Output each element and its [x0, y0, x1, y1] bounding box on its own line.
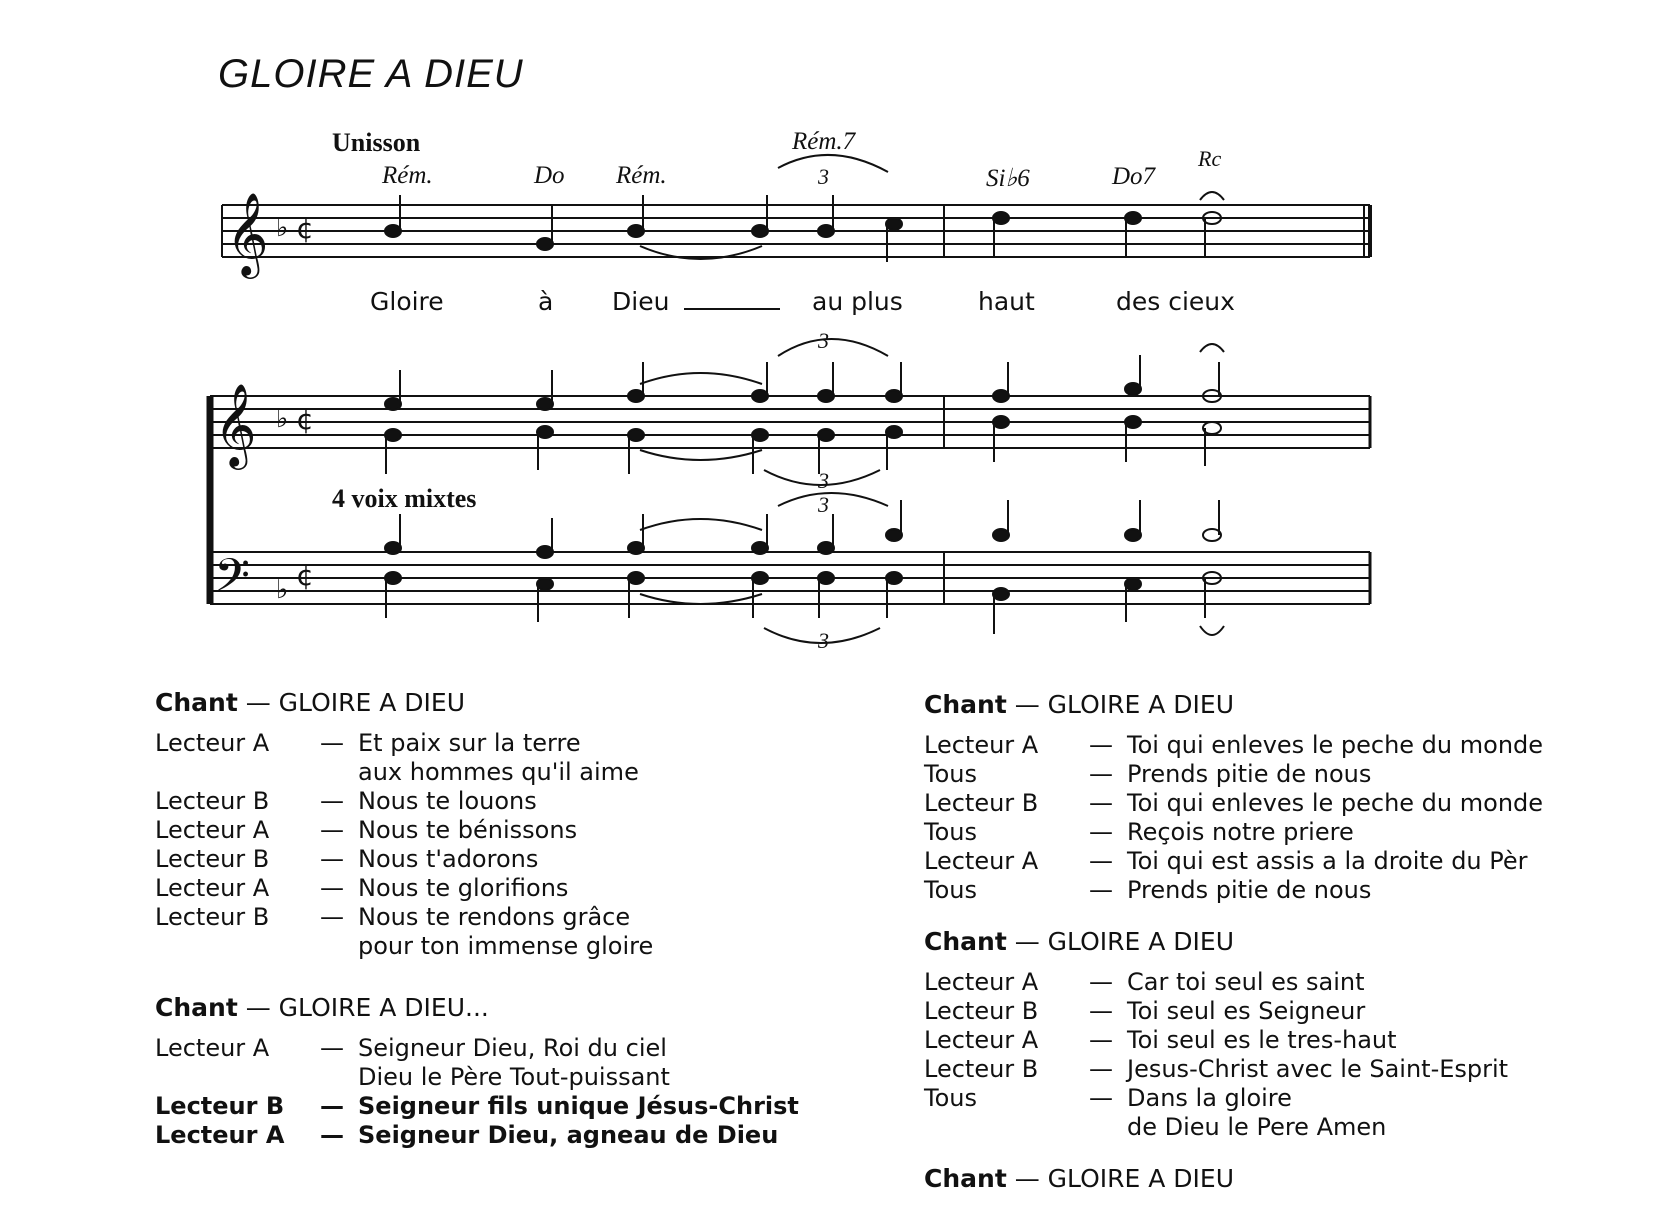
treble-clef-icon: 𝄞 [226, 191, 269, 275]
chant-heading: Chant — GLOIRE A DIEU [155, 688, 466, 717]
chant-block [155, 688, 799, 961]
chant-heading: Chant — GLOIRE A DIEU [924, 690, 1235, 719]
lyric-syllable: haut [978, 287, 1035, 316]
lyric-syllable: Gloire [370, 287, 444, 316]
chant-heading: Chant — GLOIRE A DIEU [924, 1164, 1235, 1193]
chant-heading: Chant — GLOIRE A DIEU... [155, 993, 489, 1022]
chant-heading: Chant — GLOIRE A DIEU [924, 927, 1235, 956]
right-column [924, 690, 1543, 1215]
reading-continuation: de Dieu le Pere Amen [1127, 1113, 1387, 1141]
notes-treble [385, 355, 1221, 474]
triplet-mark: 3 [818, 628, 829, 650]
triplet-mark: 3 [818, 492, 829, 517]
reading-continuation: aux hommes qu'il aime [358, 758, 639, 786]
staff-treble [210, 396, 1370, 448]
mixed-voices-label: 4 voix mixtes [332, 484, 477, 513]
reading-line: Lecteur A — Seigneur Dieu, agneau de Dieu [155, 1121, 779, 1149]
lyric-syllable: à [538, 287, 554, 316]
triplet-mark: 3 [818, 468, 829, 493]
notes-bass [385, 500, 1221, 634]
chant-block [924, 927, 1543, 1142]
reading-continuation: Dieu le Père Tout-puissant [358, 1063, 670, 1091]
cut-time-icon: ¢ [296, 212, 314, 245]
reading-line: Lecteur B — Toi seul es Seigneur [924, 997, 1366, 1025]
reading-line: Lecteur A — Toi seul es le tres-haut [924, 1026, 1397, 1054]
triplet-mark: 3 [818, 164, 829, 189]
bass-clef-icon: 𝄢 [214, 549, 251, 614]
reading-line: Tous — Reçois notre priere [924, 818, 1354, 846]
chant-block [155, 993, 799, 1150]
chord-symbol: Rém.7 [792, 128, 856, 155]
reading-line: Lecteur B — Nous te rendons grâce [155, 903, 631, 931]
chord-symbol: Rém. [382, 162, 433, 189]
reading-line: Lecteur A — Nous te bénissons [155, 816, 578, 844]
lyric-syllable: des cieux [1116, 287, 1235, 316]
lyric-syllable: Dieu [612, 287, 670, 316]
reading-line: Lecteur B — Seigneur fils unique Jésus-Christ [155, 1092, 799, 1120]
reading-line: Tous — Prends pitie de nous [924, 876, 1372, 904]
cut-time-icon: ¢ [296, 403, 314, 436]
reading-continuation: pour ton immense gloire [358, 932, 654, 960]
reading-line: Lecteur A — Et paix sur la terre [155, 729, 581, 757]
reading-line: Tous — Prends pitie de nous [924, 760, 1372, 788]
cut-time-icon: ¢ [296, 559, 314, 592]
unisson-label: Unisson [332, 128, 421, 157]
chord-symbol: Do [534, 162, 565, 189]
reading-line: Lecteur A — Toi qui est assis a la droite du Pèr [924, 847, 1528, 875]
triplet-mark: 3 [818, 328, 829, 353]
chord-symbol: Si♭6 [986, 165, 1030, 192]
flat-icon: ♭ [276, 213, 289, 243]
reading-line: Lecteur B — Toi qui enleves le peche du monde [924, 789, 1544, 817]
reading-line: Lecteur A — Car toi seul es saint [924, 968, 1365, 996]
reading-line: Lecteur B — Nous te louons [155, 787, 537, 815]
reading-line: Lecteur B — Jesus-Christ avec le Saint-Esprit [924, 1055, 1509, 1083]
chant-block [924, 1164, 1543, 1193]
left-column [155, 688, 799, 1172]
chord-symbol: Do7 [1112, 163, 1156, 190]
lyric-syllable: au plus [812, 287, 903, 316]
reading-line: Lecteur A — Nous te glorifions [155, 874, 569, 902]
reading-line: Lecteur A — Seigneur Dieu, Roi du ciel [155, 1034, 667, 1062]
chord-symbol: Rém. [616, 162, 667, 189]
page-title: GLOIRE A DIEU [218, 52, 524, 96]
treble-clef-icon: 𝄞 [214, 382, 257, 466]
flat-icon: ♭ [276, 404, 289, 434]
reading-line: Lecteur B — Nous t'adorons [155, 845, 539, 873]
reading-line: Lecteur A — Toi qui enleves le peche du monde [924, 731, 1544, 759]
reading-line: Tous — Dans la gloire [924, 1084, 1292, 1112]
flat-icon: ♭ [276, 575, 289, 605]
chord-symbol: Rc [1198, 146, 1222, 171]
chant-block [924, 690, 1543, 905]
